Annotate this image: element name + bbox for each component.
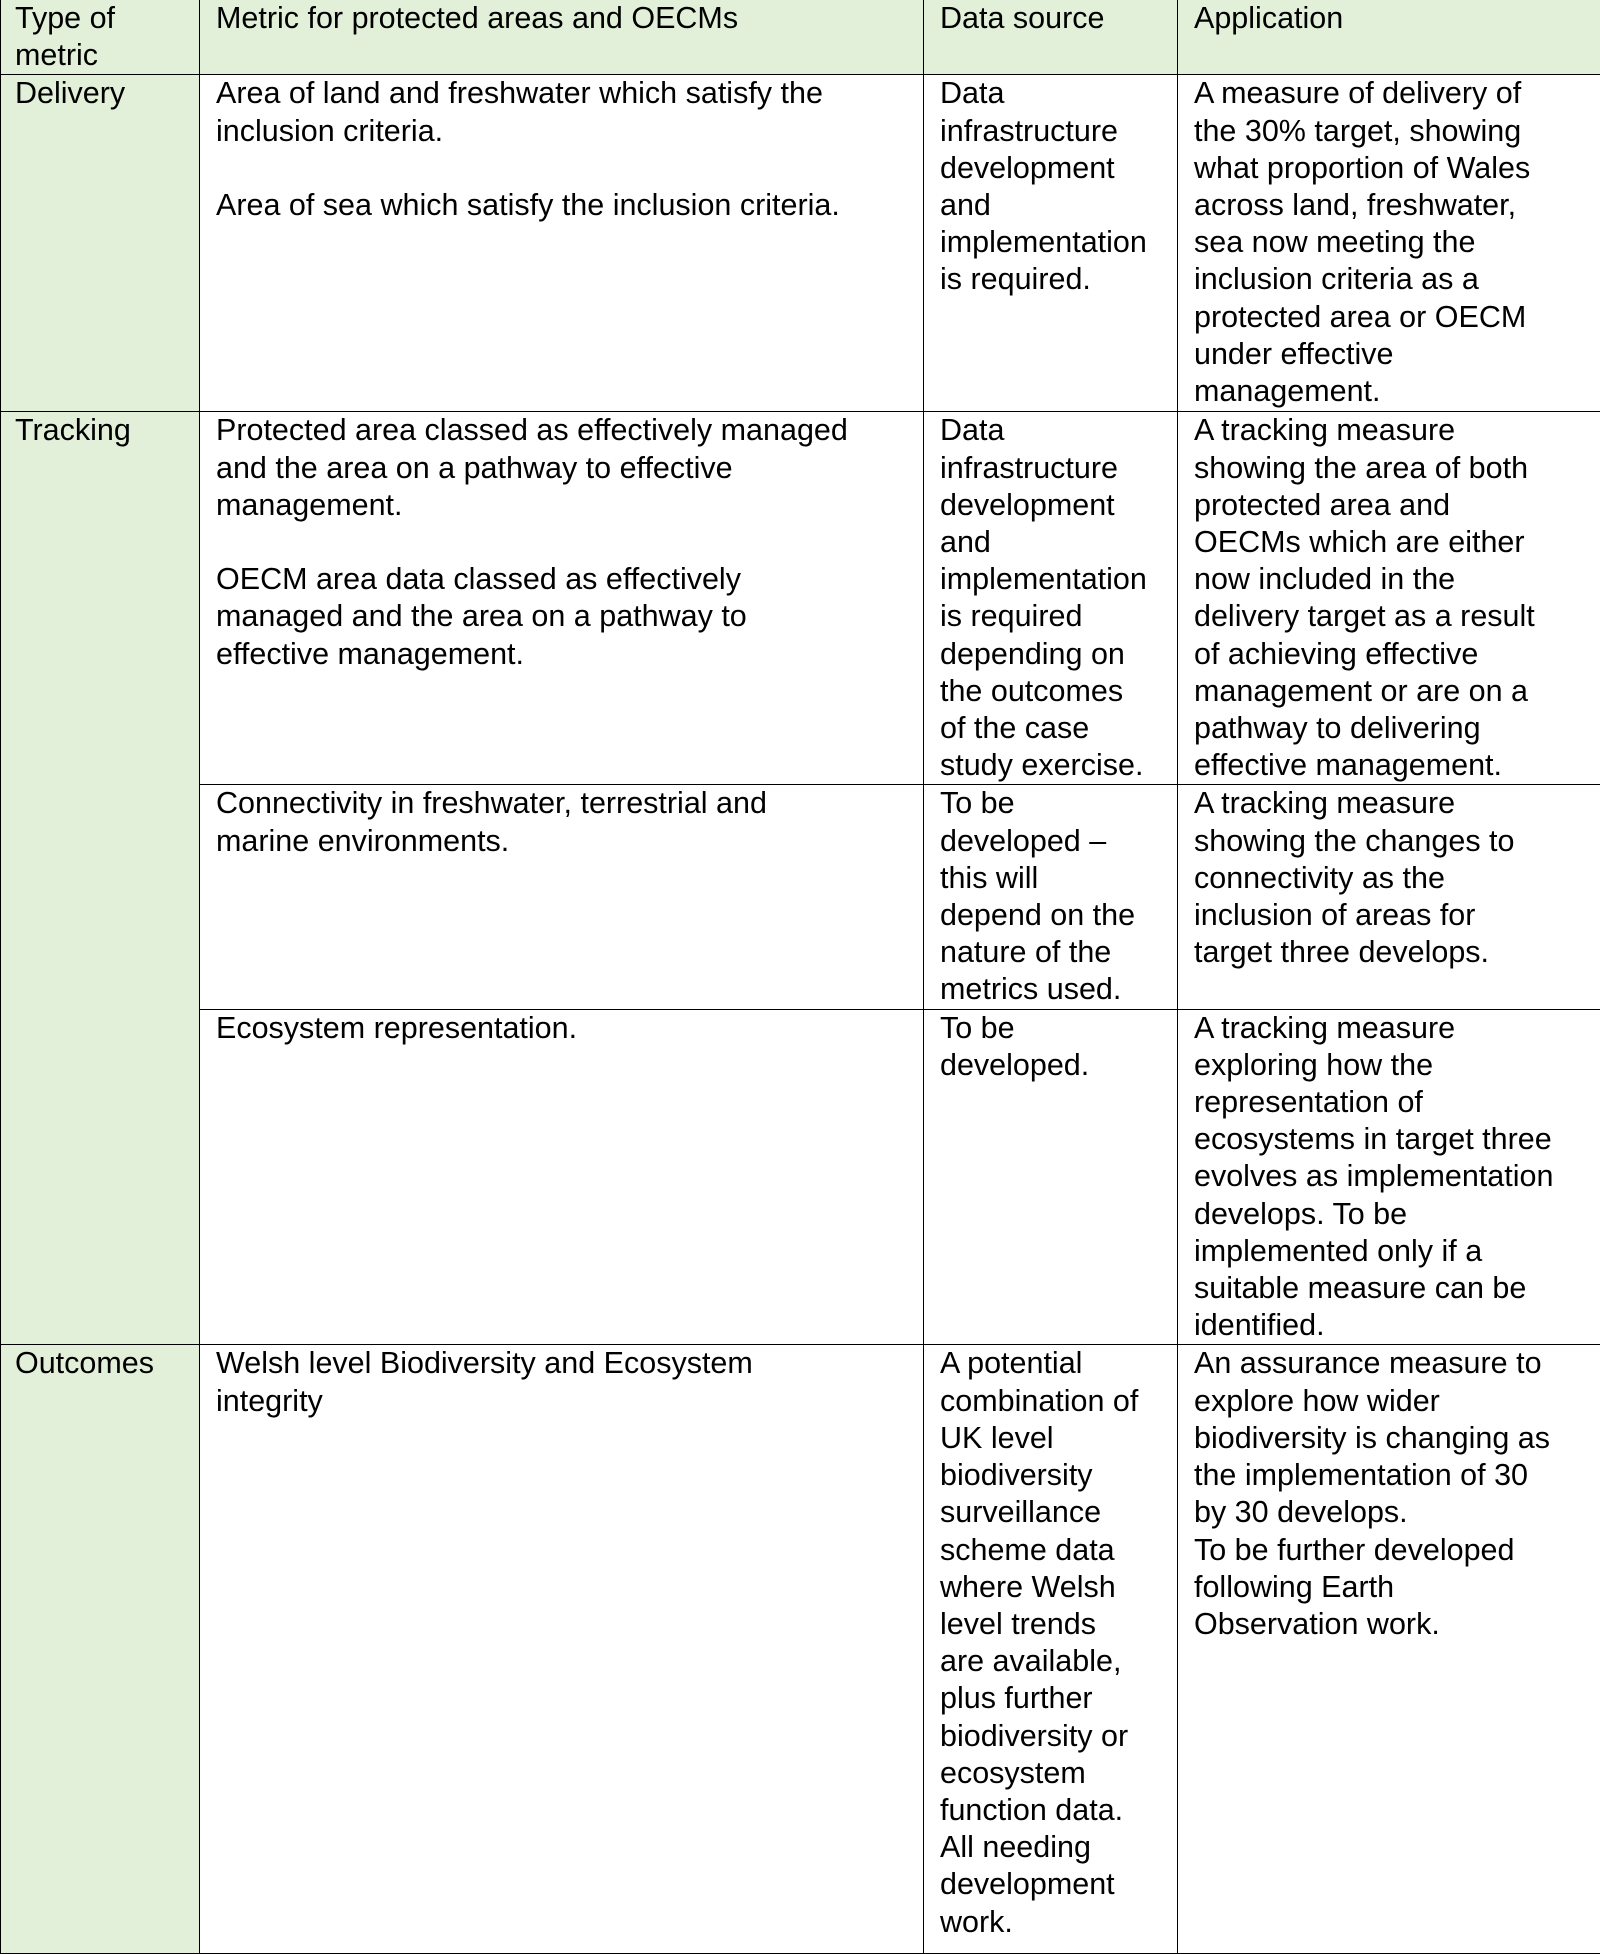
header-data-source: Data source — [924, 0, 1178, 75]
data-source-cell: Data infrastructure development and implementation is required depending on the outcomes of the case study exercise. — [924, 412, 1178, 785]
metric-text: Area of land and freshwater which satisfy the inclusion criteria. — [216, 75, 921, 149]
type-cell-tracking: Tracking — [1, 412, 200, 1345]
table-row-delivery — [1, 75, 1600, 412]
metric-cell: Welsh level Biodiversity and Ecosystem integrity — [200, 1345, 924, 1954]
table-row-outcomes — [1, 1345, 1600, 1954]
table-body — [1, 75, 1600, 1954]
application-cell: A measure of delivery of the 30% target, showing what proportion of Wales across land, freshwater, sea now meeting the inclusion criteria as a protected area or OECM under effective management. — [1178, 75, 1600, 412]
metric-text: Protected area classed as effectively managed and the area on a pathway to effective management. — [216, 412, 921, 524]
header-type-of-metric: Type of metric — [1, 0, 200, 75]
application-cell: An assurance measure to explore how wider biodiversity is changing as the implementation of 30 by 30 develops. To be further developed following Earth Observation work. — [1178, 1345, 1600, 1954]
metric-cell — [200, 75, 924, 412]
data-source-cell: To be developed. — [924, 1009, 1178, 1345]
table-header — [1, 0, 1600, 75]
metric-text: OECM area data classed as effectively managed and the area on a pathway to effective management. — [216, 561, 921, 673]
data-source-cell: Data infrastructure development and implementation is required. — [924, 75, 1178, 412]
header-row — [1, 0, 1600, 75]
metric-cell: Connectivity in freshwater, terrestrial and marine environments. — [200, 785, 924, 1009]
metric-cell — [200, 412, 924, 785]
data-source-cell: To be developed – this will depend on the nature of the metrics used. — [924, 785, 1178, 1009]
application-cell: A tracking measure showing the area of both protected area and OECMs which are either now included in the delivery target as a result of achieving effective management or are on a pathway to delivering effective management. — [1178, 412, 1600, 785]
metric-text: Area of sea which satisfy the inclusion criteria. — [216, 187, 921, 224]
application-cell: A tracking measure showing the changes to connectivity as the inclusion of areas for target three develops. — [1178, 785, 1600, 1009]
header-application: Application — [1178, 0, 1600, 75]
application-cell: A tracking measure exploring how the representation of ecosystems in target three evolves as implementation develops. To be implemented only if a suitable measure can be identified. — [1178, 1009, 1600, 1345]
table-row-connectivity — [1, 785, 1600, 1009]
header-metric: Metric for protected areas and OECMs — [200, 0, 924, 75]
table-row-tracking — [1, 412, 1600, 785]
table-row-ecosystem-representation — [1, 1009, 1600, 1345]
type-cell-outcomes: Outcomes — [1, 1345, 200, 1954]
type-cell-delivery: Delivery — [1, 75, 200, 412]
metric-cell: Ecosystem representation. — [200, 1009, 924, 1345]
data-source-cell: A potential combination of UK level biodiversity surveillance scheme data where Welsh level trends are available, plus further biodiversity or ecosystem function data. All needing development work. — [924, 1345, 1178, 1954]
